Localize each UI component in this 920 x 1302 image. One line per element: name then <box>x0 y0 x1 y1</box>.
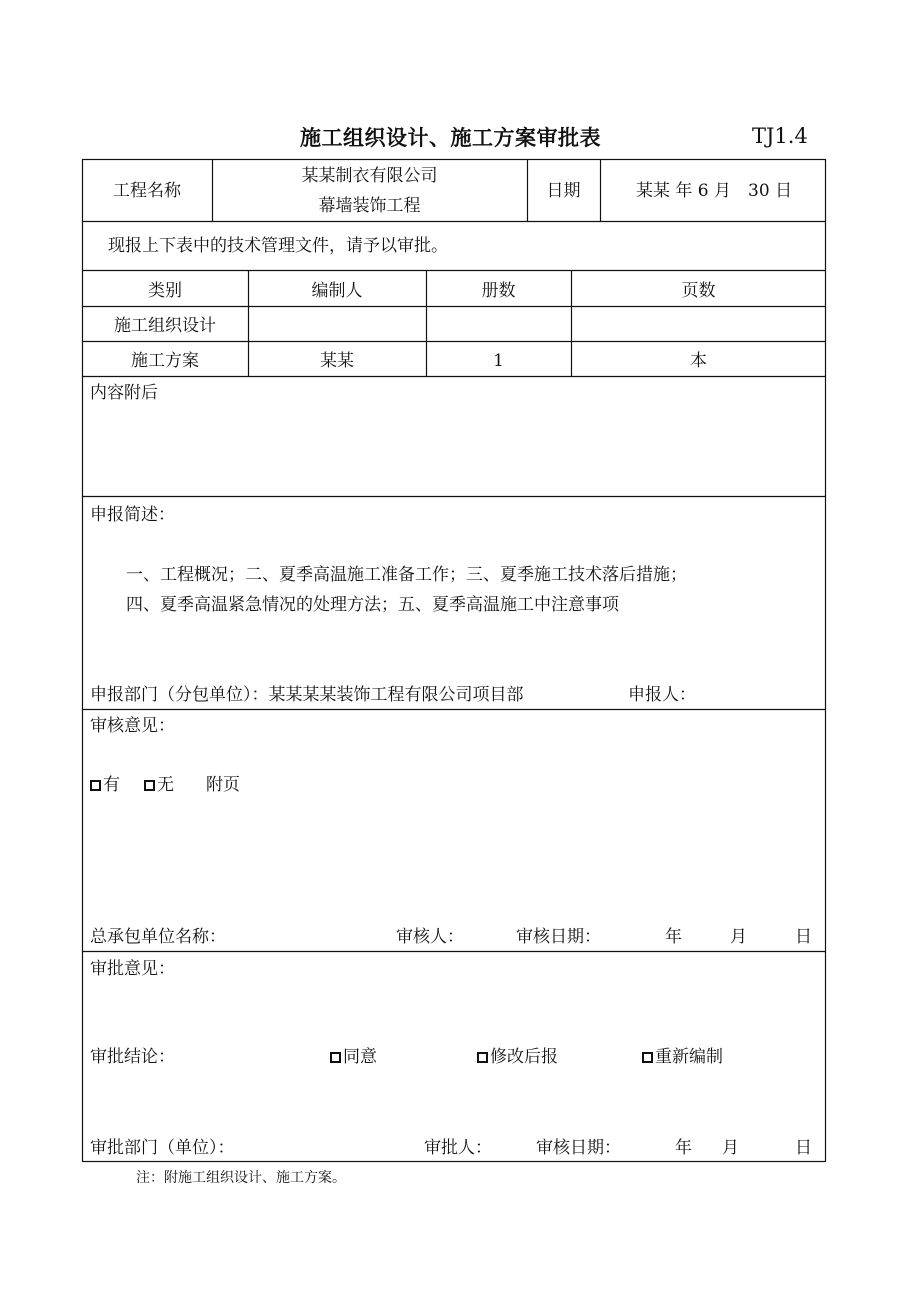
report-dept: 申报部门（分包单位）：某某某某装饰工程有限公司项目部 <box>90 685 524 705</box>
report-line-2: 四、夏季高温紧急情况的处理方法；五、夏季高温施工中注意事项 <box>126 595 619 615</box>
option-label: 重新编制 <box>655 1047 723 1067</box>
approval-label: 审批意见： <box>90 959 175 979</box>
checkbox-icon <box>330 1052 341 1063</box>
approval-conclusion-label: 审批结论： <box>90 1047 175 1067</box>
option-label: 同意 <box>343 1047 377 1067</box>
option-label: 无 <box>157 775 174 795</box>
approval-month: 月 <box>722 1138 739 1158</box>
footnote: 注：附施工组织设计、施工方案。 <box>136 1170 346 1186</box>
review-month: 月 <box>730 927 747 947</box>
option-label: 有 <box>103 775 120 795</box>
content-note: 内容附后 <box>90 383 158 403</box>
review-day: 日 <box>795 927 812 947</box>
review-year: 年 <box>665 927 682 947</box>
reporter-label: 申报人： <box>628 685 696 705</box>
date-value: 某某 年 6 月 30 日 <box>636 181 793 201</box>
report-line-1: 一、工程概况；二、夏季高温施工准备工作；三、夏季施工技术落后措施； <box>126 565 687 585</box>
approval-year: 年 <box>675 1138 692 1158</box>
table-cell: 1 <box>493 351 504 371</box>
checkbox-icon <box>477 1052 488 1063</box>
contractor-label: 总承包单位名称： <box>90 927 226 947</box>
option-label: 修改后报 <box>490 1047 558 1067</box>
checkbox-icon <box>90 780 101 791</box>
approval-day: 日 <box>795 1138 812 1158</box>
approver-label: 审批人： <box>424 1138 492 1158</box>
approval-date-label: 审核日期： <box>536 1138 621 1158</box>
project-name-label: 工程名称 <box>113 181 181 201</box>
col-header-pages: 页数 <box>681 281 716 301</box>
col-header-category: 类别 <box>148 281 182 301</box>
form-title: 施工组织设计、施工方案审批表 <box>300 125 601 150</box>
approval-option-redo[interactable] <box>642 1047 723 1067</box>
form-code: TJ1.4 <box>752 124 808 148</box>
table-cell: 施工组织设计 <box>114 316 216 336</box>
col-header-volumes: 册数 <box>481 281 516 301</box>
project-name-line2: 幕墙装饰工程 <box>318 196 421 216</box>
project-name-line1: 某某制衣有限公司 <box>301 166 438 186</box>
table-cell: 施工方案 <box>131 351 199 371</box>
review-date-label: 审核日期： <box>516 927 601 947</box>
date-label: 日期 <box>546 181 581 201</box>
checkbox-icon <box>144 780 155 791</box>
checkbox-icon <box>642 1052 653 1063</box>
review-label: 审核意见： <box>90 716 175 736</box>
report-label: 申报简述： <box>90 505 175 525</box>
table-cell: 某某 <box>320 351 354 371</box>
review-option-yes[interactable] <box>90 775 120 795</box>
review-option-no[interactable] <box>144 775 174 795</box>
table-cell: 本 <box>690 351 707 371</box>
reviewer-label: 审核人： <box>396 927 464 947</box>
attach-pages-label: 附页 <box>206 775 240 795</box>
col-header-author: 编制人 <box>311 281 363 301</box>
approval-dept-label: 审批部门（单位）： <box>90 1138 235 1158</box>
intro-text: 现报上下表中的技术管理文件，请予以审批。 <box>108 236 448 256</box>
approval-option-revise[interactable] <box>477 1047 558 1067</box>
approval-option-agree[interactable] <box>330 1047 377 1067</box>
